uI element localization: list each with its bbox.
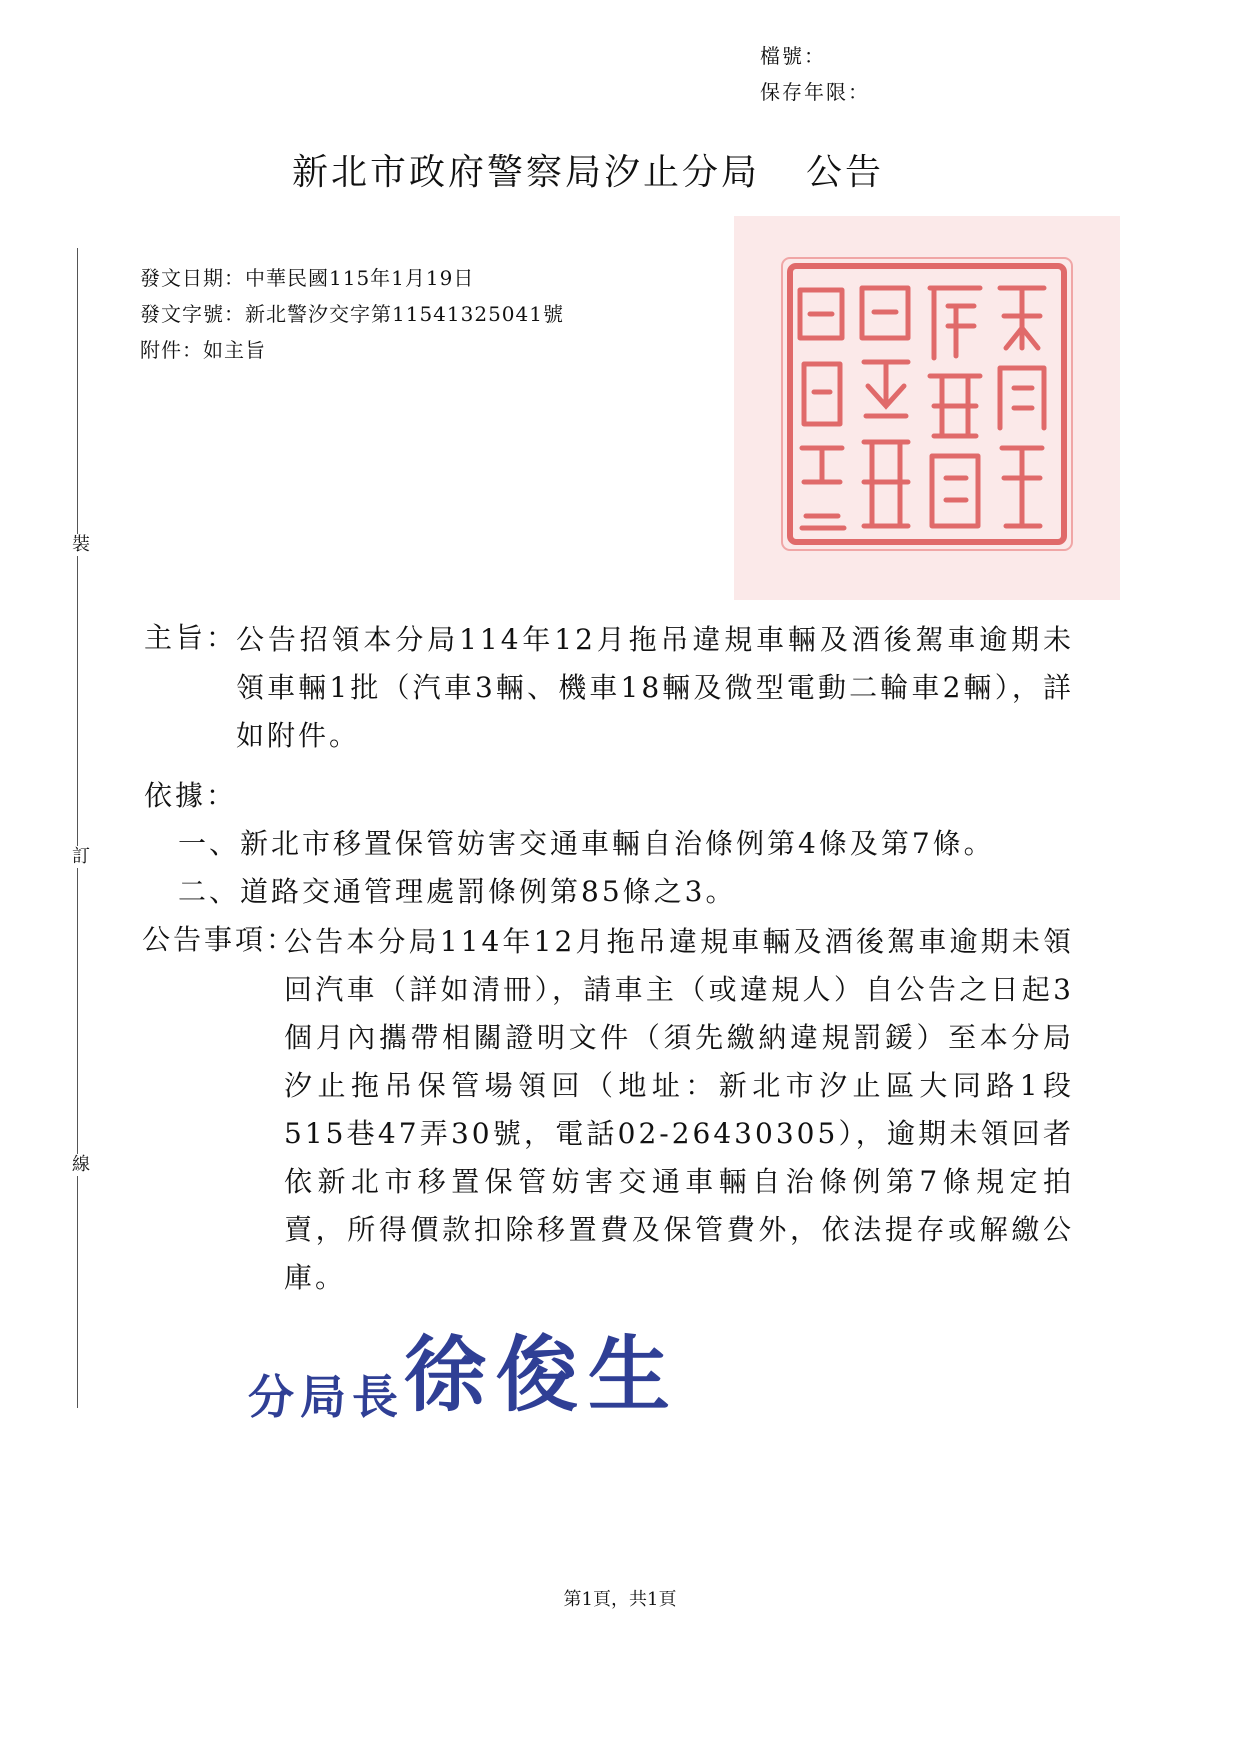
subject-heading: 主旨： <box>144 621 238 654</box>
binding-mark-xian: 線 <box>72 1154 90 1175</box>
page-footer: 第1頁，共1頁 <box>563 1589 677 1610</box>
agency-name: 新北市政府警察局汐止分局 <box>292 152 761 193</box>
notice-text: 公告本分局114年12月拖吊違規車輛及酒後駕車逾期未領回汽車（詳如清冊），請車主（或違規人）自公告之日起3個月內攜帶相關證明文件（須先繳納違規罰鍰）至本分局汐止拖吊保管場領回（地址：新北市汐止區大同路1段515巷47弄30號，電話02-26430305），逾期未領回者依新北市移置保管妨害交通車輛自治條例第7條規定拍賣，所得價款扣除移置費及保管費外，依法提存或解繳公庫。 <box>284 925 1074 1294</box>
document-type: 公告 <box>806 152 885 193</box>
document-body <box>144 616 1074 1302</box>
notice-section <box>144 918 1074 1302</box>
document-meta <box>140 260 564 368</box>
page-title <box>292 144 884 195</box>
subject-text: 公告招領本分局114年12月拖吊違規車輛及酒後駕車逾期未領車輛1批（汽車3輛、機車18輛及微型電動二輪車2輛），詳如附件。 <box>236 623 1074 752</box>
document-number: 發文字號：新北警汐交字第11541325041號 <box>140 302 564 326</box>
official-seal-stamp <box>734 216 1120 600</box>
file-number-label: 檔號： <box>760 44 826 68</box>
basis-item-2: 二、道路交通管理處罰條例第85條之3。 <box>178 875 737 908</box>
binding-mark-zhuang: 裝 <box>72 534 90 555</box>
signature-stamp <box>248 1310 680 1427</box>
subject-section <box>144 616 1074 766</box>
file-info <box>760 38 870 110</box>
signature-name: 徐俊生 <box>404 1327 681 1423</box>
basis-heading: 依據： <box>144 779 238 812</box>
basis-item-1: 一、新北市移置保管妨害交通車輛自治條例第4條及第7條。 <box>178 827 995 860</box>
signature-title: 分局長 <box>248 1370 404 1424</box>
binding-mark-ding: 訂 <box>72 846 90 867</box>
retention-label: 保存年限： <box>760 80 870 104</box>
issue-date: 發文日期：中華民國115年1月19日 <box>140 266 475 290</box>
seal-icon <box>734 216 1120 600</box>
attachment: 附件：如主旨 <box>140 338 266 362</box>
notice-heading: 公告事項： <box>142 923 298 956</box>
binding-line <box>77 248 78 1408</box>
